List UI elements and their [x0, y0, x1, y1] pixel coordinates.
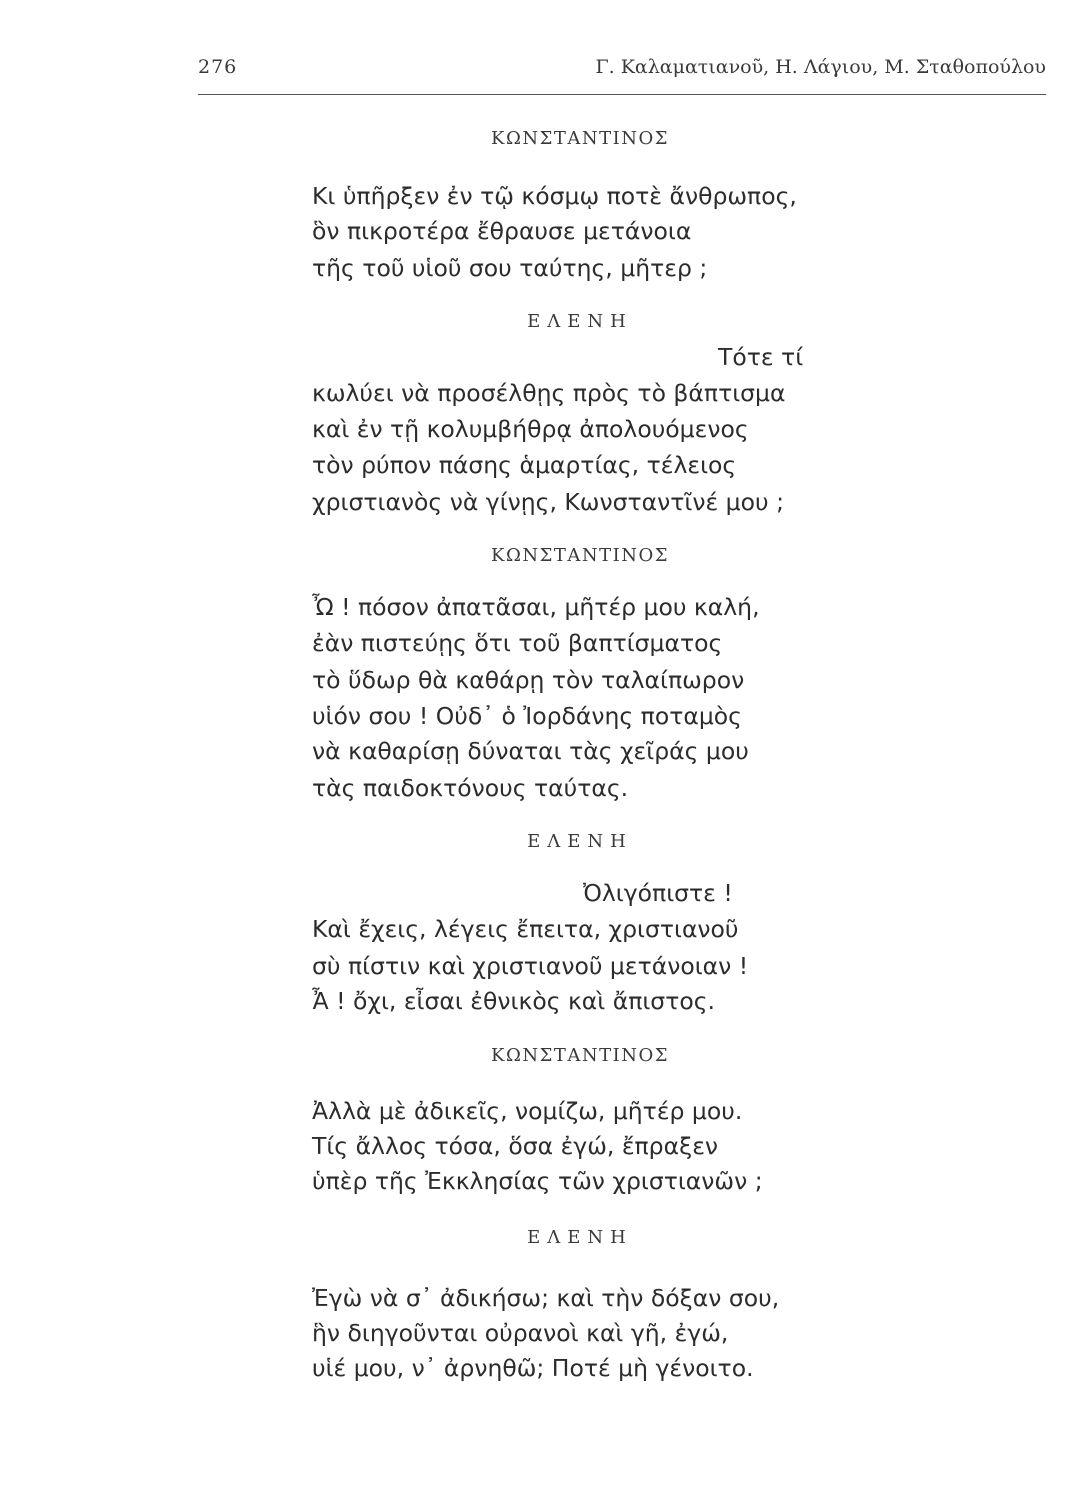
speaker-name: ΚΩΝΣΤΑΝΤΙΝΟΣ: [491, 128, 669, 149]
verse-line: καὶ ἐν τῇ κολυμβήθρᾳ ἀπολουόμενος: [312, 415, 749, 443]
verse-line: τῆς τοῦ υἱοῦ σου ταύτης, μῆτερ ;: [312, 254, 708, 282]
verse-line: ἐὰν πιστεύῃς ὅτι τοῦ βαπτίσματος: [312, 629, 723, 657]
verse-line: Ἐγὼ νὰ σ᾽ ἀδικήσω; καὶ τὴν δόξαν σου,: [312, 1284, 780, 1312]
verse-line: Ἆ ! ὄχι, εἶσαι ἐθνικὸς καὶ ἄπιστος.: [312, 987, 715, 1015]
running-head: Γ. Καλαματιανοῦ, Η. Λάγιου, Μ. Σταθοπούλου: [595, 56, 1046, 78]
speaker-name: ΕΛΕΝΗ: [527, 831, 633, 852]
speaker-name: ΚΩΝΣΤΑΝΤΙΝΟΣ: [491, 545, 669, 566]
verse-line: ἣν διηγοῦνται οὐρανοὶ καὶ γῆ, ἐγώ,: [312, 1319, 729, 1347]
speaker-name: ΕΛΕΝΗ: [527, 1227, 633, 1248]
speaker-name: ΕΛΕΝΗ: [527, 311, 633, 332]
verse-line: Κι ὑπῆρξεν ἐν τῷ κόσμῳ ποτὲ ἄνθρωπος,: [312, 182, 797, 210]
speaker-name: ΚΩΝΣΤΑΝΤΙΝΟΣ: [491, 1045, 669, 1066]
verse-line: Ὀλιγόπιστε !: [583, 879, 733, 907]
verse-line: Ὦ ! πόσον ἀπατᾶσαι, μῆτέρ μου καλή,: [312, 593, 760, 621]
verse-line: Καὶ ἔχεις, λέγεις ἔπειτα, χριστιανοῦ: [312, 915, 739, 943]
verse-line: ὑπὲρ τῆς Ἐκκλησίας τῶν χριστιανῶν ;: [312, 1167, 763, 1195]
verse-line: κωλύει νὰ προσέλθῃς πρὸς τὸ βάπτισμα: [312, 379, 786, 407]
verse-line: ὃν πικροτέρα ἔθραυσε μετάνοια: [312, 217, 692, 245]
page-number: 276: [198, 56, 238, 78]
verse-line: υἱόν σου ! Οὐδ᾽ ὁ Ἰορδάνης ποταμὸς: [312, 702, 742, 730]
page-header: [198, 56, 1046, 86]
verse-line: τὸ ὕδωρ θὰ καθάρῃ τὸν ταλαίπωρον: [312, 666, 745, 694]
verse-line: σὺ πίστιν καὶ χριστιανοῦ μετάνοιαν !: [312, 952, 749, 980]
verse-line: Τότε τί: [718, 343, 804, 371]
header-rule: [198, 94, 1046, 95]
verse-line: Τίς ἄλλος τόσα, ὅσα ἐγώ, ἔπραξεν: [312, 1132, 719, 1160]
verse-line: Ἀλλὰ μὲ ἀδικεῖς, νομίζω, μῆτέρ μου.: [312, 1097, 743, 1125]
verse-line: νὰ καθαρίσῃ δύναται τὰς χεῖράς μου: [312, 737, 749, 765]
verse-line: υἱέ μου, ν᾽ ἀρνηθῶ; Ποτέ μὴ γένοιτο.: [312, 1354, 754, 1382]
verse-line: χριστιανὸς νὰ γίνῃς, Κωνσταντῖνέ μου ;: [312, 488, 784, 516]
verse-line: τὰς παιδοκτόνους ταύτας.: [312, 774, 629, 802]
verse-line: τὸν ρύπον πάσης ἁμαρτίας, τέλειος: [312, 451, 737, 479]
